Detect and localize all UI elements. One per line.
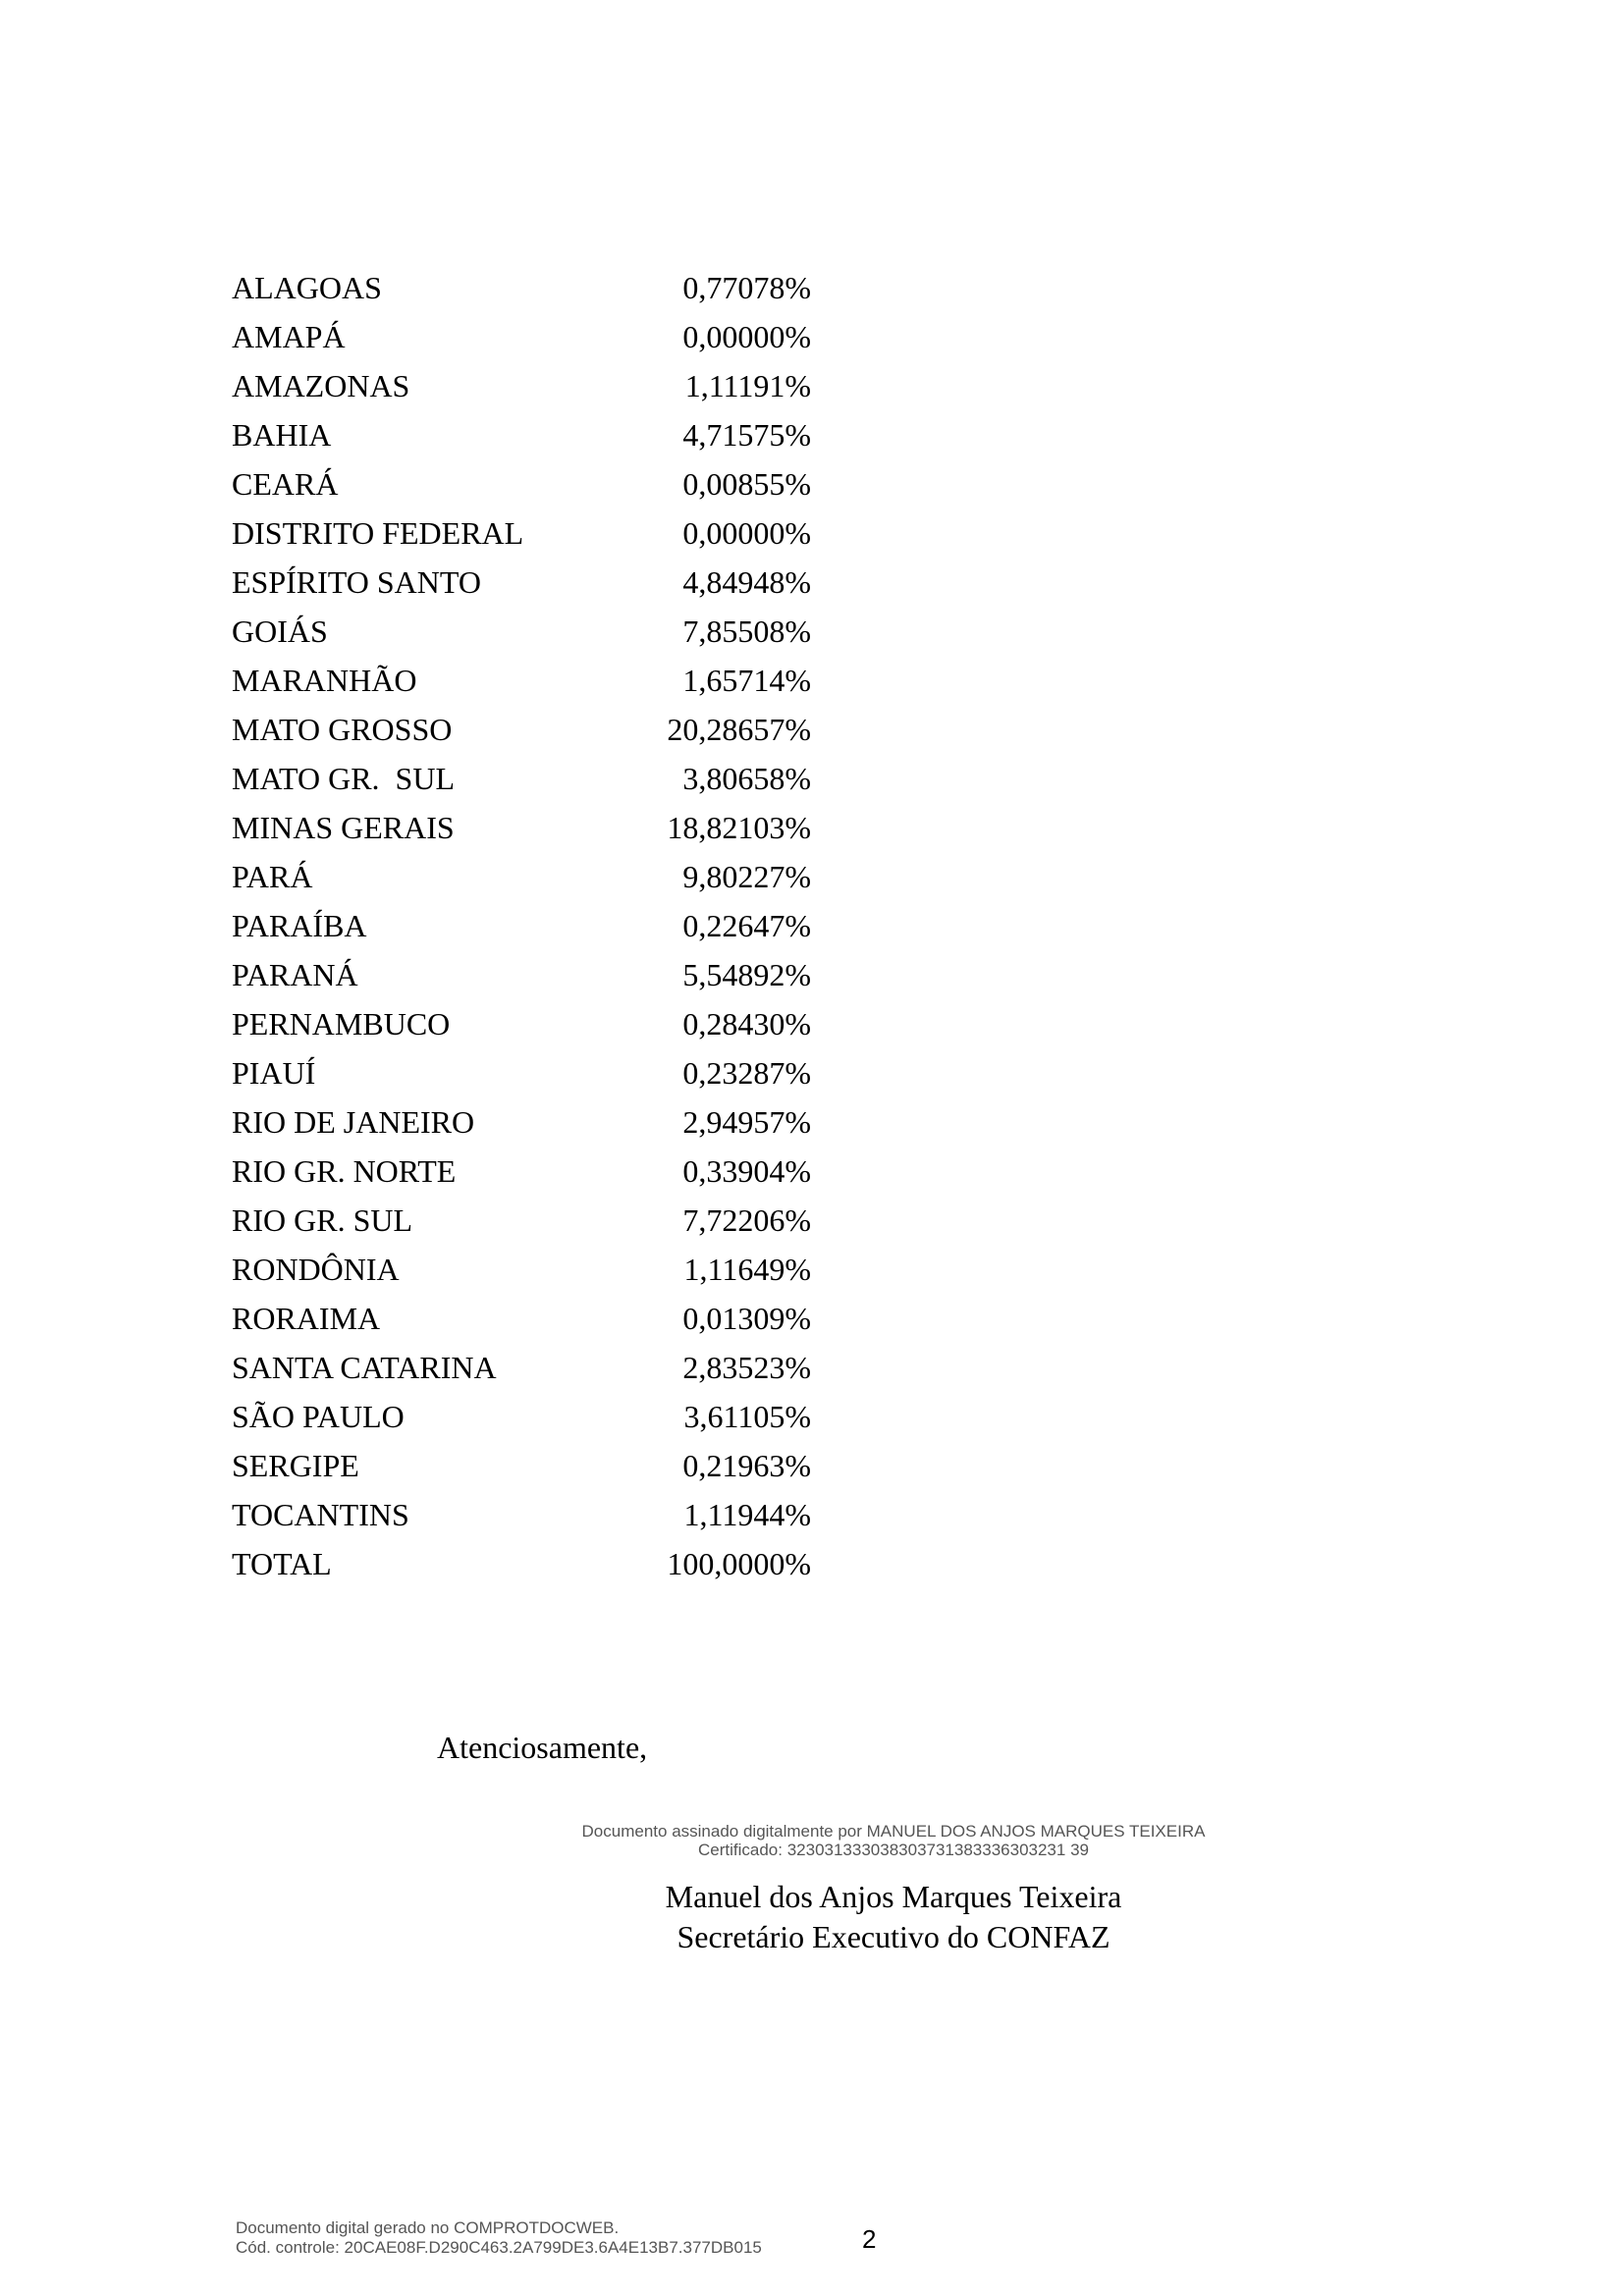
state-name: TOCANTINS (232, 1497, 409, 1532)
table-row (232, 410, 821, 459)
state-percentage: 4,71575% (682, 417, 811, 453)
state-percentage-table (232, 263, 821, 1588)
state-percentage: 20,28657% (667, 712, 811, 747)
table-row (232, 1343, 821, 1392)
state-percentage: 0,21963% (682, 1448, 811, 1483)
footer-generated-line: Documento digital gerado no COMPROTDOCWEB. (236, 2218, 620, 2237)
table-row (232, 459, 821, 508)
state-percentage: 0,01309% (682, 1301, 811, 1336)
table-row (232, 950, 821, 999)
state-name: PARANÁ (232, 957, 358, 992)
state-percentage: 4,84948% (682, 564, 811, 600)
state-percentage: 1,65714% (682, 663, 811, 698)
table-row (232, 361, 821, 410)
state-name: ESPÍRITO SANTO (232, 564, 481, 600)
table-row (232, 754, 821, 803)
table-row (232, 705, 821, 754)
state-percentage: 1,11191% (684, 368, 811, 403)
signer-block (550, 1877, 1237, 1957)
table-row (232, 607, 821, 656)
state-name: RIO DE JANEIRO (232, 1104, 475, 1140)
table-row (232, 852, 821, 901)
table-row (232, 1245, 821, 1294)
state-percentage: 9,80227% (682, 859, 811, 894)
table-row (232, 1147, 821, 1196)
state-percentage: 18,82103% (667, 810, 811, 845)
state-name: SÃO PAULO (232, 1399, 405, 1434)
state-name: SERGIPE (232, 1448, 359, 1483)
closing-salutation: Atenciosamente, (437, 1730, 648, 1765)
total-percentage: 100,0000% (667, 1546, 811, 1581)
table-row (232, 656, 821, 705)
state-percentage: 0,33904% (682, 1153, 811, 1189)
table-row (232, 803, 821, 852)
state-percentage: 0,23287% (682, 1055, 811, 1091)
table-row (232, 901, 821, 950)
signature-stamp-line: Documento assinado digitalmente por MANUEL DOS ANJOS MARQUES TEIXEIRA (581, 1822, 1206, 1841)
state-percentage: 2,94957% (682, 1104, 811, 1140)
state-name: ALAGOAS (232, 270, 382, 305)
state-name: AMAZONAS (232, 368, 410, 403)
state-name: MARANHÃO (232, 663, 417, 698)
state-percentage: 5,54892% (682, 957, 811, 992)
state-name: BAHIA (232, 417, 332, 453)
state-percentage: 0,00000% (682, 319, 811, 354)
table-row (232, 263, 821, 312)
digital-signature-stamp (452, 1822, 1335, 1859)
state-name: CEARÁ (232, 466, 339, 502)
signature-certificate-line: Certificado: 323031333038303731383336303231 39 (698, 1841, 1089, 1859)
state-percentage: 7,72206% (682, 1202, 811, 1238)
state-percentage: 0,00855% (682, 466, 811, 502)
state-name: MATO GROSSO (232, 712, 453, 747)
table-row (232, 1392, 821, 1441)
footer-control-code: Cód. controle: 20CAE08F.D290C463.2A799DE3.6A4E13B7.377DB015 (236, 2238, 762, 2257)
state-name: MATO GR. SUL (232, 761, 455, 796)
state-percentage: 0,77078% (682, 270, 811, 305)
state-percentage: 3,61105% (683, 1399, 811, 1434)
state-name: RIO GR. NORTE (232, 1153, 457, 1189)
state-name: PARÁ (232, 859, 313, 894)
table-row (232, 999, 821, 1048)
state-percentage: 0,22647% (682, 908, 811, 943)
table-row-total (232, 1539, 821, 1588)
state-name: AMAPÁ (232, 319, 346, 354)
document-footer (236, 2218, 762, 2258)
table-row (232, 1441, 821, 1490)
table-row (232, 558, 821, 607)
state-percentage: 1,11649% (683, 1252, 811, 1287)
state-name: RONDÔNIA (232, 1252, 400, 1287)
state-percentage: 7,85508% (682, 614, 811, 649)
table-row (232, 508, 821, 558)
table-row (232, 1048, 821, 1097)
state-percentage: 0,28430% (682, 1006, 811, 1041)
state-percentage: 1,11944% (683, 1497, 811, 1532)
state-name: SANTA CATARINA (232, 1350, 497, 1385)
table-row (232, 312, 821, 361)
state-name: PIAUÍ (232, 1055, 316, 1091)
state-name: RORAIMA (232, 1301, 381, 1336)
table-row (232, 1294, 821, 1343)
state-name: RIO GR. SUL (232, 1202, 413, 1238)
page-number: 2 (862, 2224, 877, 2254)
table-row (232, 1097, 821, 1147)
signer-name: Manuel dos Anjos Marques Teixeira (665, 1879, 1122, 1914)
table-row (232, 1490, 821, 1539)
state-name: PERNAMBUCO (232, 1006, 451, 1041)
state-name: MINAS GERAIS (232, 810, 455, 845)
state-percentage: 3,80658% (682, 761, 811, 796)
table-row (232, 1196, 821, 1245)
state-percentage: 0,00000% (682, 515, 811, 551)
state-name: GOIÁS (232, 614, 328, 649)
total-label: TOTAL (232, 1546, 332, 1581)
state-name: PARAÍBA (232, 908, 367, 943)
state-name: DISTRITO FEDERAL (232, 515, 524, 551)
state-percentage: 2,83523% (682, 1350, 811, 1385)
signer-title: Secretário Executivo do CONFAZ (677, 1919, 1110, 1954)
